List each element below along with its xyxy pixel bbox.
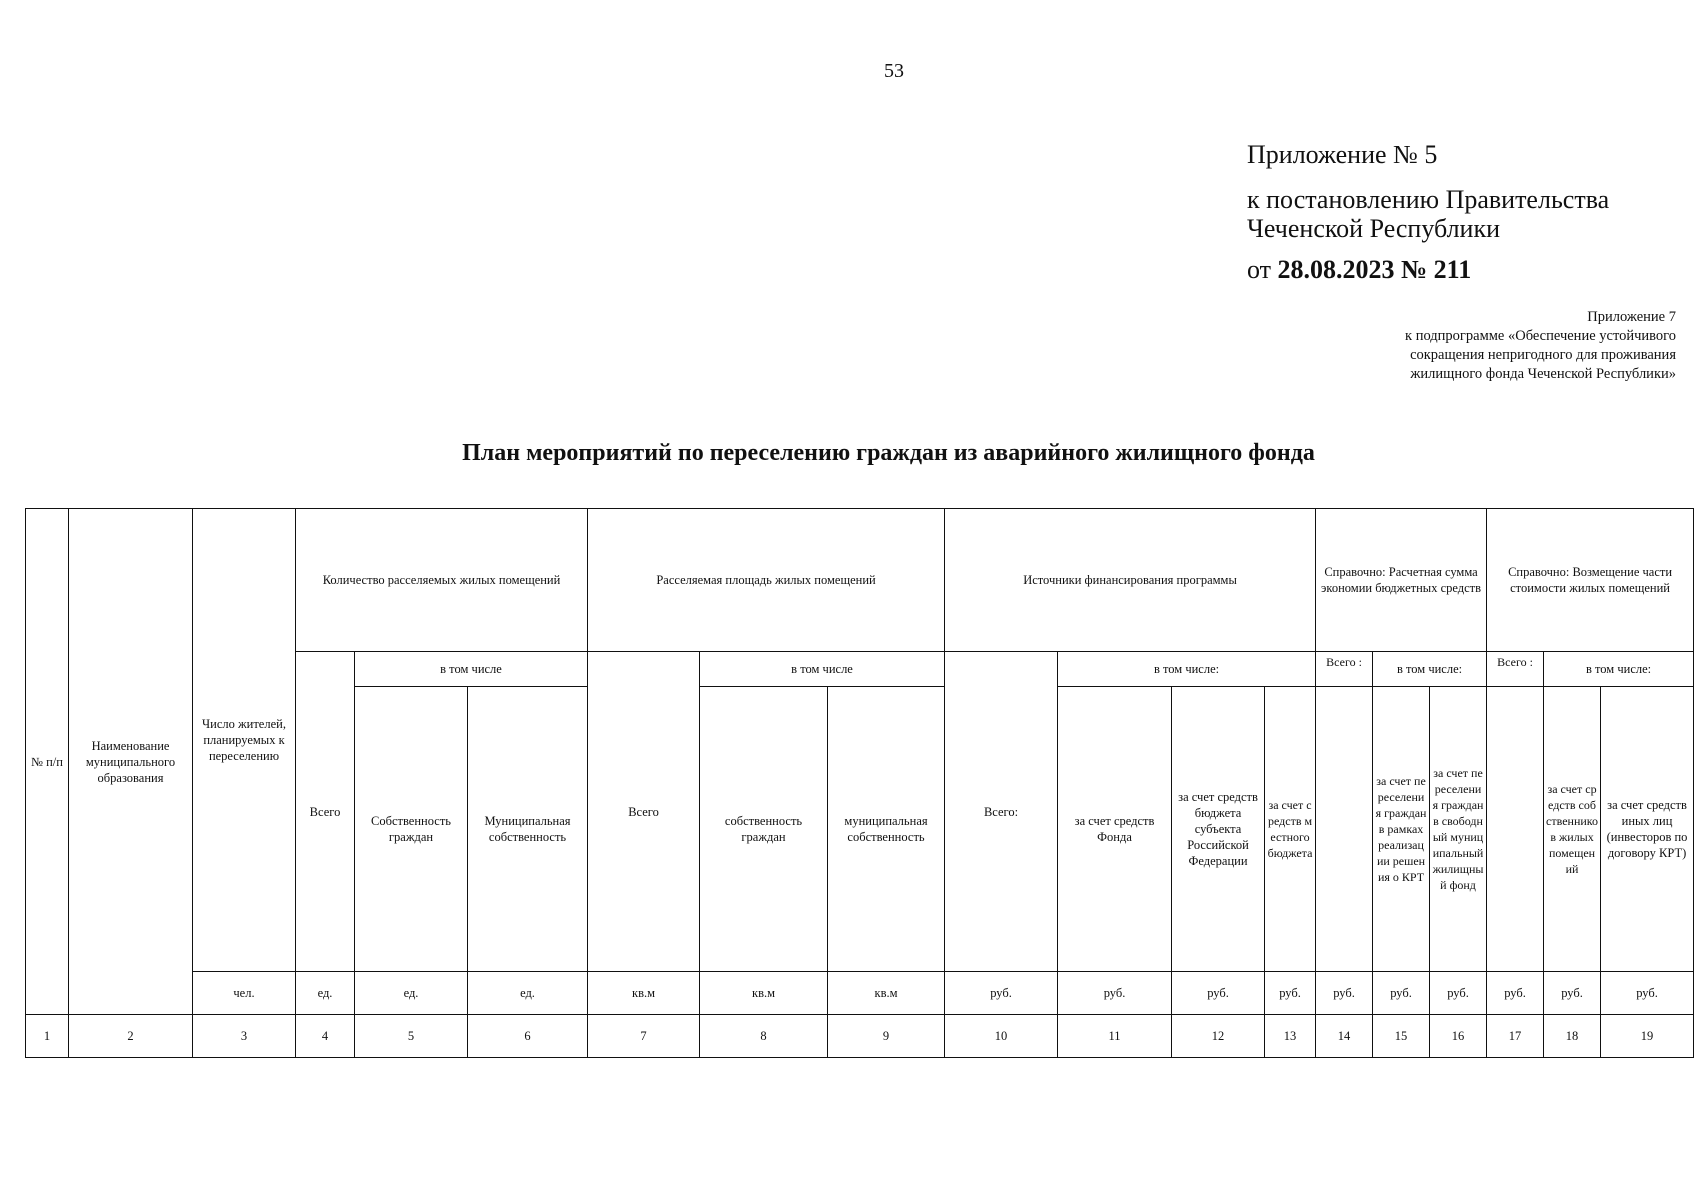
header-municipal-property-count: Муниципальная собственность — [468, 687, 588, 972]
unit-cell: чел. — [193, 972, 296, 1015]
appendix-7-line4: жилищного фонда Чеченской Республики» — [1410, 366, 1676, 382]
column-number-cell: 10 — [945, 1015, 1058, 1058]
header-premises-total: Всего — [296, 652, 355, 972]
header-funding-including: в том числе: — [1058, 652, 1316, 687]
header-funding-total: Всего: — [945, 652, 1058, 972]
header-fund: за счет средств Фонда — [1058, 687, 1172, 972]
column-number-cell: 3 — [193, 1015, 296, 1058]
column-number-cell: 1 — [26, 1015, 69, 1058]
header-municipal-property-area: муниципальная собственность — [828, 687, 945, 972]
header-investors: за счет средств иных лиц (инвесторов по договору КРТ) — [1601, 687, 1694, 972]
header-premises-including: в том числе — [355, 652, 588, 687]
unit-cell: кв.м — [828, 972, 945, 1015]
unit-cell: ед. — [468, 972, 588, 1015]
appendix-7-line3: сокращения непригодного для проживания — [1410, 347, 1676, 363]
column-number-cell: 4 — [296, 1015, 355, 1058]
header-free-fund: за счет переселения граждан в свободный муниципальный жилищный фонд — [1430, 687, 1487, 972]
appendix-5-line2: к постановлению Правительства — [1247, 185, 1610, 215]
unit-cell: руб. — [1172, 972, 1265, 1015]
page-number: 53 — [884, 60, 904, 82]
header-area: Расселяемая площадь жилых помещений — [588, 509, 945, 652]
header-savings-including: в том числе: — [1373, 652, 1487, 687]
column-number-cell: 16 — [1430, 1015, 1487, 1058]
unit-cell: руб. — [1544, 972, 1601, 1015]
appendix-5-date-prefix: от — [1247, 255, 1278, 285]
header-citizens-property-area: собственность граждан — [700, 687, 828, 972]
header-owners-funds: за счет средств собственников жилых помещений — [1544, 687, 1601, 972]
header-krt-resettlement: за счет переселения граждан в рамках реализации решения о КРТ — [1373, 687, 1430, 972]
unit-cell: ед. — [355, 972, 468, 1015]
header-ref-savings: Справочно: Расчетная сумма экономии бюджетных средств — [1316, 509, 1487, 652]
column-number-cell: 12 — [1172, 1015, 1265, 1058]
column-number-cell: 9 — [828, 1015, 945, 1058]
unit-cell: руб. — [945, 972, 1058, 1015]
column-number-cell: 15 — [1373, 1015, 1430, 1058]
column-number-cell: 19 — [1601, 1015, 1694, 1058]
column-number-cell: 18 — [1544, 1015, 1601, 1058]
document-title: План мероприятий по переселению граждан из аварийного жилищного фонда — [462, 440, 1315, 466]
header-savings-total: Всего : — [1316, 652, 1373, 687]
header-compensation-including: в том числе: — [1544, 652, 1694, 687]
appendix-5-date-number: 28.08.2023 № 211 — [1277, 255, 1472, 285]
column-number-cell: 2 — [69, 1015, 193, 1058]
header-funding-sources: Источники финансирования программы — [945, 509, 1316, 652]
unit-cell: ед. — [296, 972, 355, 1015]
unit-cell: кв.м — [700, 972, 828, 1015]
units-row — [26, 972, 1694, 1015]
column-number-cell: 17 — [1487, 1015, 1544, 1058]
appendix-5-date-line — [1247, 255, 1609, 284]
header-savings-blank — [1316, 687, 1373, 972]
header-ref-compensation: Справочно: Возмещение части стоимости жилых помещений — [1487, 509, 1694, 652]
column-number-cell: 5 — [355, 1015, 468, 1058]
unit-cell: руб. — [1058, 972, 1172, 1015]
appendix-5-header — [1247, 140, 1609, 284]
resettlement-plan-table — [25, 508, 1694, 1058]
header-row-groups — [26, 509, 1694, 652]
column-number-cell: 11 — [1058, 1015, 1172, 1058]
appendix-7-header — [1405, 308, 1676, 384]
header-residents: Число жителей, планируемых к переселению — [193, 509, 296, 972]
column-number-cell: 14 — [1316, 1015, 1373, 1058]
column-numbers-row — [26, 1015, 1694, 1058]
appendix-5-title: Приложение № 5 — [1247, 140, 1438, 169]
header-municipality: Наименование муниципального образования — [69, 509, 193, 1015]
unit-cell: руб. — [1373, 972, 1430, 1015]
header-area-total: Всего — [588, 652, 700, 972]
header-area-including: в том числе — [700, 652, 945, 687]
column-number-cell: 6 — [468, 1015, 588, 1058]
header-compensation-total: Всего : — [1487, 652, 1544, 687]
header-subject-budget: за счет средств бюджета субъекта Российской Федерации — [1172, 687, 1265, 972]
column-number-cell: 8 — [700, 1015, 828, 1058]
unit-cell: руб. — [1430, 972, 1487, 1015]
header-premises-count: Количество расселяемых жилых помещений — [296, 509, 588, 652]
header-num: № п/п — [26, 509, 69, 1015]
appendix-7-line2: к подпрограмме «Обеспечение устойчивого — [1405, 328, 1676, 344]
header-citizens-property-count: Собственность граждан — [355, 687, 468, 972]
appendix-5-line3: Чеченской Республики — [1247, 214, 1501, 244]
header-local-budget: за счет средств местного бюджета — [1265, 687, 1316, 972]
unit-cell: руб. — [1487, 972, 1544, 1015]
unit-cell: кв.м — [588, 972, 700, 1015]
header-compensation-blank — [1487, 687, 1544, 972]
appendix-7-line1: Приложение 7 — [1587, 309, 1676, 325]
column-number-cell: 13 — [1265, 1015, 1316, 1058]
unit-cell: руб. — [1316, 972, 1373, 1015]
column-number-cell: 7 — [588, 1015, 700, 1058]
unit-cell: руб. — [1265, 972, 1316, 1015]
unit-cell: руб. — [1601, 972, 1694, 1015]
